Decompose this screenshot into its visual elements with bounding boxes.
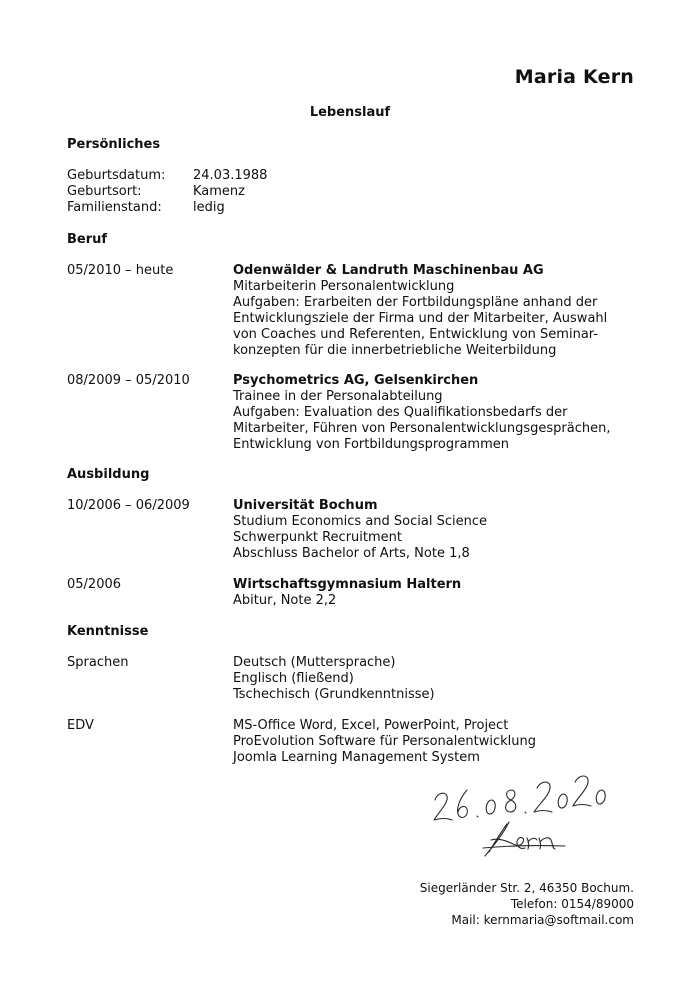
entry-line: Entwicklungsziele der Firma und der Mitarbeiter, Auswahl [233,311,608,326]
skill-category-label: EDV [67,718,94,733]
skill-line: ProEvolution Software für Personalentwicklung [233,734,536,749]
skill-line: Tschechisch (Grundkenntnisse) [233,687,435,702]
career-entry [233,263,607,359]
skill-line: MS-Office Word, Excel, PowerPoint, Project [233,718,509,733]
entry-line: Studium Economics and Social Science [233,514,487,529]
phone-line: Telefon: 0154/89000 [510,897,634,911]
entry-line: Schwerpunkt Recruitment [233,530,402,545]
skill-line: Deutsch (Muttersprache) [233,655,396,670]
marital-status-value: ledig [193,200,225,215]
section-heading-education: Ausbildung [67,467,150,482]
marital-status-label: Familienstand: [67,200,162,215]
entry-line: Aufgaben: Evaluation des Qualifikationsbedarfs der [233,405,568,420]
address-line: Siegerländer Str. 2, 46350 Bochum. [419,881,634,895]
entry-line: Entwicklung von Fortbildungsprogrammen [233,437,509,452]
skill-category-label: Sprachen [67,655,129,670]
birthplace-value: Kamenz [193,184,245,199]
contact-footer [420,880,634,928]
section-heading-career: Beruf [67,232,108,247]
institution-name: Universität Bochum [233,498,378,513]
applicant-name: Maria Kern [514,66,634,88]
section-heading-personal: Persönliches [67,137,161,152]
skill-line: Joomla Learning Management System [233,750,480,765]
education-entry [233,498,487,562]
education-entry [233,577,461,609]
entry-line: Abitur, Note 2,2 [233,593,337,608]
skill-line: Englisch (fließend) [233,671,354,686]
document-title: Lebenslauf [309,105,391,120]
institution-name: Wirtschaftsgymnasium Haltern [233,577,462,592]
career-period: 08/2009 – 05/2010 [67,373,190,388]
career-period: 05/2010 – heute [67,263,174,278]
career-entry [233,373,610,453]
education-period: 10/2006 – 06/2009 [67,498,190,513]
entry-line: konzepten für die innerbetriebliche Weiterbildung [233,343,557,358]
section-heading-skills: Kenntnisse [67,624,149,639]
handwritten-signature [425,760,625,865]
entry-line: Mitarbeiterin Personalentwicklung [233,279,455,294]
birthdate-value: 24.03.1988 [193,168,268,183]
entry-line: Trainee in der Personalabteilung [233,389,443,404]
birthplace-label: Geburtsort: [67,184,142,199]
education-period: 05/2006 [67,577,122,592]
skill-entry [233,718,536,766]
email-line: Mail: kernmaria@softmail.com [451,913,634,927]
employer-name: Psychometrics AG, Gelsenkirchen [233,373,479,388]
entry-line: Aufgaben: Erarbeiten der Fortbildungspläne anhand der [233,295,598,310]
entry-line: Abschluss Bachelor of Arts, Note 1,8 [233,546,470,561]
entry-line: Mitarbeiter, Führen von Personalentwicklungsgesprächen, [233,421,611,436]
entry-line: von Coaches und Referenten, Entwicklung von Seminar- [233,327,598,342]
birthdate-label: Geburtsdatum: [67,168,166,183]
skill-entry [233,655,435,703]
employer-name: Odenwälder & Landruth Maschinenbau AG [233,263,544,278]
